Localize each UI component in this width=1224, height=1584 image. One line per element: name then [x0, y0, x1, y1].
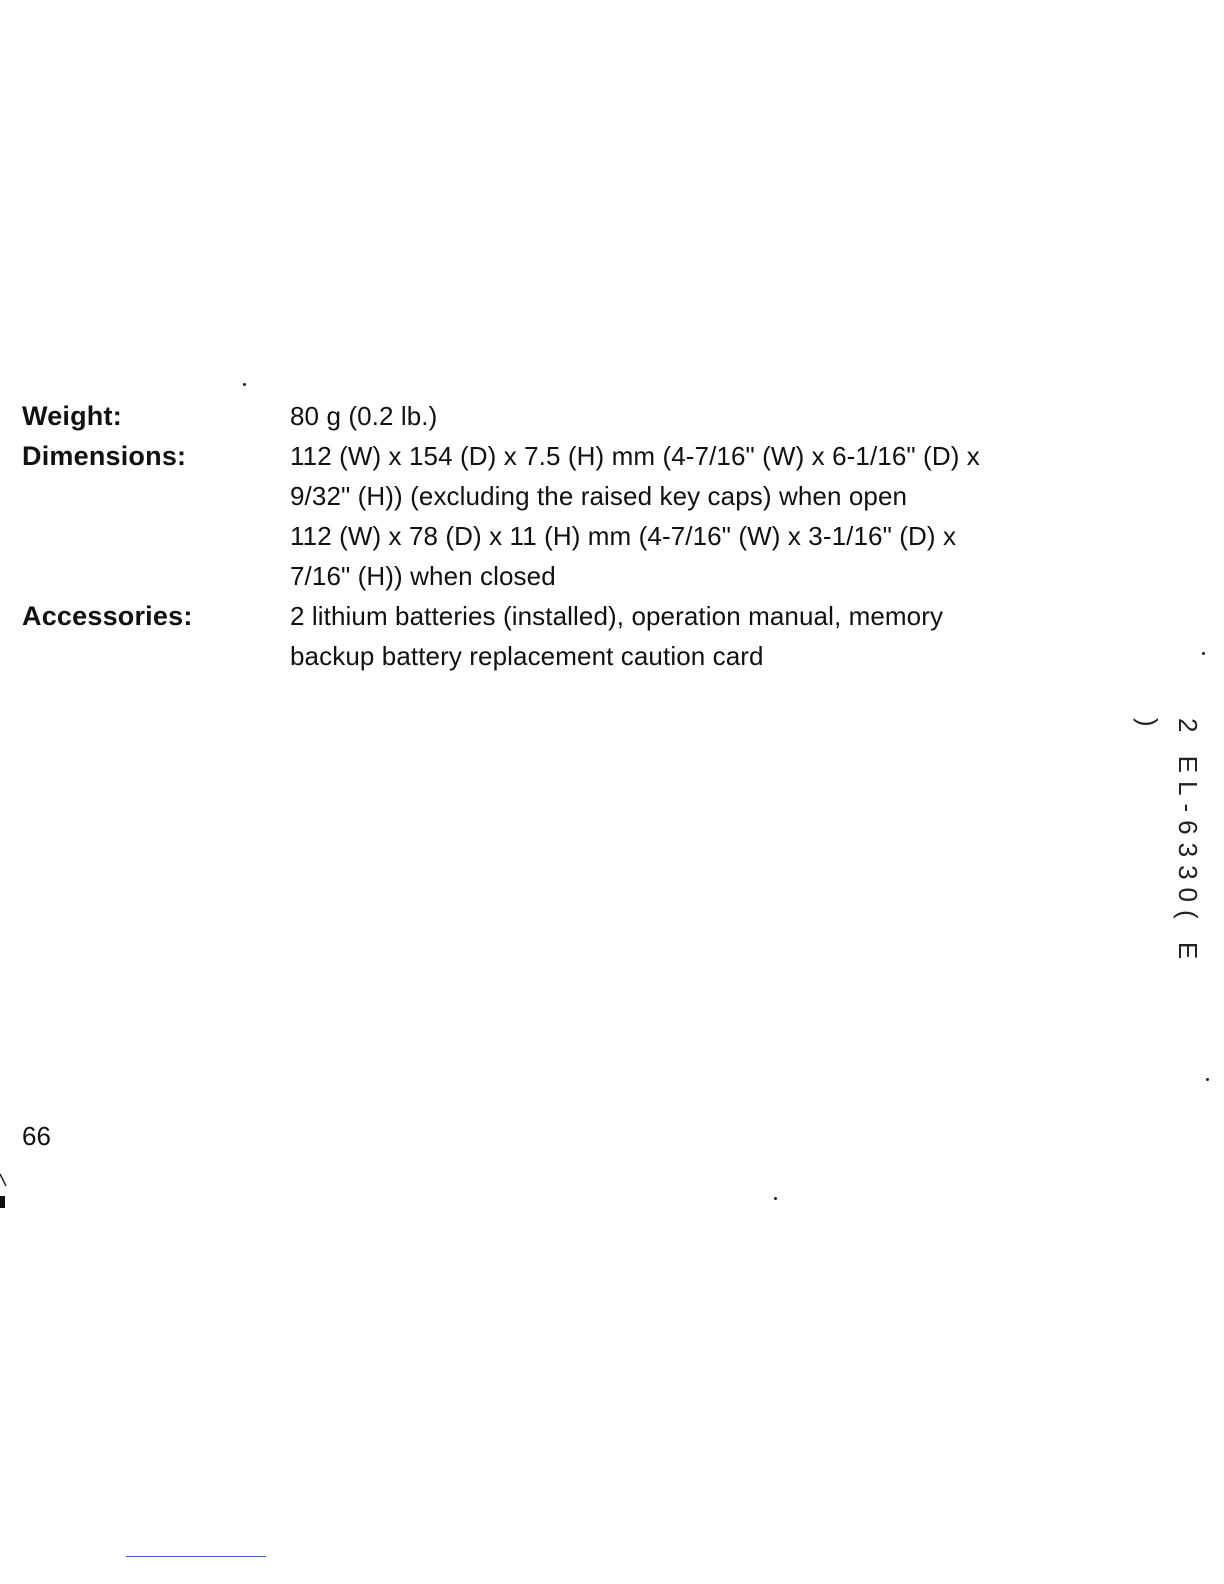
page-number: 66	[22, 1121, 51, 1151]
weight-value-line: 80 g (0.2 lb.)	[290, 401, 438, 431]
spec-row-weight	[22, 396, 1112, 436]
bottom-rule	[126, 1556, 266, 1557]
dimensions-value-line: 112 (W) x 78 (D) x 11 (H) mm (4-7/16" (W) x 3-1/16" (D) x	[290, 521, 957, 551]
dimensions-label: Dimensions:	[22, 441, 187, 471]
scan-corner-mark	[0, 1172, 8, 1208]
scan-speck	[243, 383, 246, 386]
weight-value	[290, 396, 1112, 436]
accessories-value-line: 2 lithium batteries (installed), operation manual, memory	[290, 601, 944, 631]
accessories-value	[290, 596, 1112, 676]
weight-label: Weight:	[22, 401, 122, 431]
side-document-code: 2 EL-6330( E )	[1133, 718, 1203, 968]
accessories-value-line: backup battery replacement caution card	[290, 641, 764, 671]
dimensions-value	[290, 436, 1112, 596]
dimensions-value-line: 9/32" (H)) (excluding the raised key caps) when open	[290, 481, 908, 511]
specifications-table	[22, 396, 1112, 676]
spec-row-dimensions	[22, 436, 1112, 596]
accessories-label: Accessories:	[22, 601, 193, 631]
dimensions-value-line: 7/16" (H)) when closed	[290, 561, 556, 591]
scan-speck	[1206, 1078, 1209, 1081]
dimensions-value-line: 112 (W) x 154 (D) x 7.5 (H) mm (4-7/16" (W) x 6-1/16" (D) x	[290, 441, 980, 471]
scan-speck	[1202, 652, 1205, 655]
scan-speck	[774, 1197, 777, 1200]
spec-row-accessories	[22, 596, 1112, 676]
